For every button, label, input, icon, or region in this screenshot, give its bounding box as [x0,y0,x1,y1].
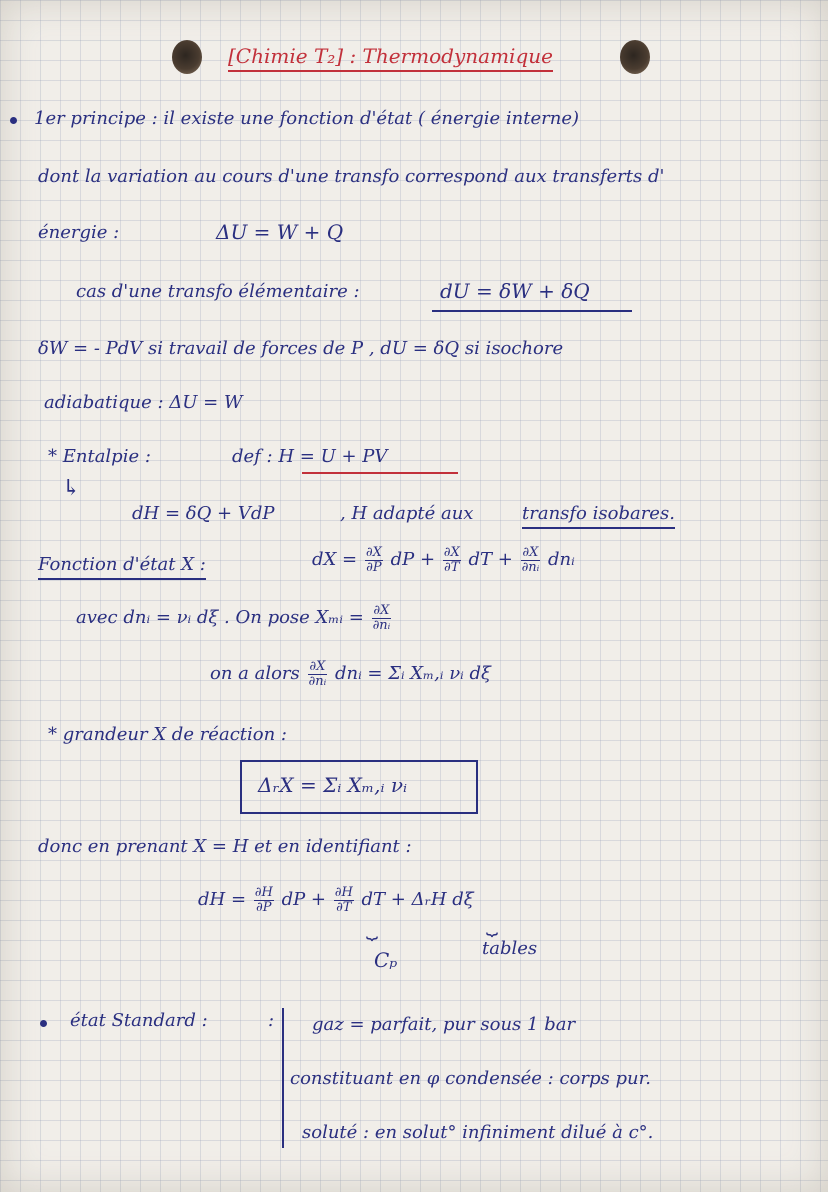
brace-under-tables: ⏟ [486,912,498,936]
principle-line-2: dont la variation au cours d'une transfo correspond aux transferts d' [38,166,665,187]
sum-relation-line [210,660,491,688]
dp-term: dP + [281,889,326,911]
partial-fraction: $\frac{\partial X}{\partial P}$ [365,545,382,575]
elementary-equation: dU = δW + δQ [440,279,590,303]
reaction-quantity-formula: ΔᵣX = Σᵢ Xₘ,ᵢ νᵢ [258,773,408,797]
principle-line-1: 1er principe : il existe une fonction d'état ( énergie interne) [34,108,579,129]
first-law-equation: ΔU = W + Q [216,220,344,244]
enthalpy-label: * Entalpie : [48,446,151,467]
avec-text: avec dnᵢ = νᵢ dξ . On pose Xₘᵢ = [76,607,364,629]
principle-line-3-label: énergie : [38,222,120,243]
standard-state-label: état Standard : [70,1010,208,1031]
enthalpy-adapted-prefix: , H adapté aux [340,503,474,524]
punch-hole-right [620,40,650,74]
elementary-label: cas d'une transfo élémentaire : [76,281,360,302]
reaction-quantity-label: * grandeur X de réaction : [48,724,287,745]
partial-fraction: $\frac{\partial H}{\partial T}$ [334,885,353,915]
bullet-dot [40,1020,47,1027]
enthalpy-underline [302,472,458,474]
standard-gas-line: gaz = parfait, pur sous 1 bar [312,1014,576,1035]
partial-fraction: $\frac{\partial X}{\text{∂nᵢ}}$ [372,603,391,633]
state-function-differential [312,546,575,574]
heat-capacity-label: Cₚ [374,948,398,972]
dp-term: dP + [390,549,436,571]
molar-quantity-line [76,604,393,632]
enthalpy-expansion [198,886,474,914]
punch-hole-left [172,40,202,74]
bracket-line [282,1008,284,1148]
enthalpy-isobaric: transfo isobares. [522,505,675,529]
enthalpy-definition: def : H = U + PV [232,446,388,467]
alors-text: on a alors [210,663,300,685]
partial-fraction: $\frac{\partial X}{\text{∂nᵢ}}$ [521,545,540,575]
colon-mark: : [268,1010,275,1031]
adiabatic-line: adiabatique : ΔU = W [44,392,243,413]
equation-underline [432,310,632,312]
bullet-dot [10,117,17,124]
work-line: δW = - PdV si travail de forces de P , dU = δQ si isochore [38,338,564,359]
reaction-enthalpy-term: ΔᵣH dξ [411,889,474,911]
page-title: [Chimie T₂] : Thermodynamique [228,46,553,72]
sum-text: dnᵢ = Σᵢ Xₘ,ᵢ νᵢ dξ [334,663,491,685]
tables-label: tables [482,938,538,959]
arrow-icon: ↳ [62,476,81,501]
dt-term: dT + [468,549,513,571]
enthalpy-differential: dH = δQ + VdP [132,503,275,524]
dt-term: dT + [361,889,406,911]
brace-under-cp: ⏟ [366,916,378,940]
dh-label: dH = [198,889,247,911]
partial-fraction: $\frac{\partial X}{\text{∂nᵢ}}$ [308,659,327,689]
state-function-label: Fonction d'état X : [38,556,206,580]
partial-fraction: $\frac{\partial H}{\partial P}$ [254,885,273,915]
partial-fraction: $\frac{\partial X}{\partial T}$ [443,545,460,575]
standard-condensed-line: constituant en φ condensée : corps pur. [290,1068,651,1089]
dn-term: dnᵢ [548,549,575,571]
dx-label: dX = [312,549,358,571]
identification-line: donc en prenant X = H et en identifiant : [38,836,412,857]
standard-solute-line: soluté : en solut° infiniment dilué à c°. [302,1122,654,1143]
